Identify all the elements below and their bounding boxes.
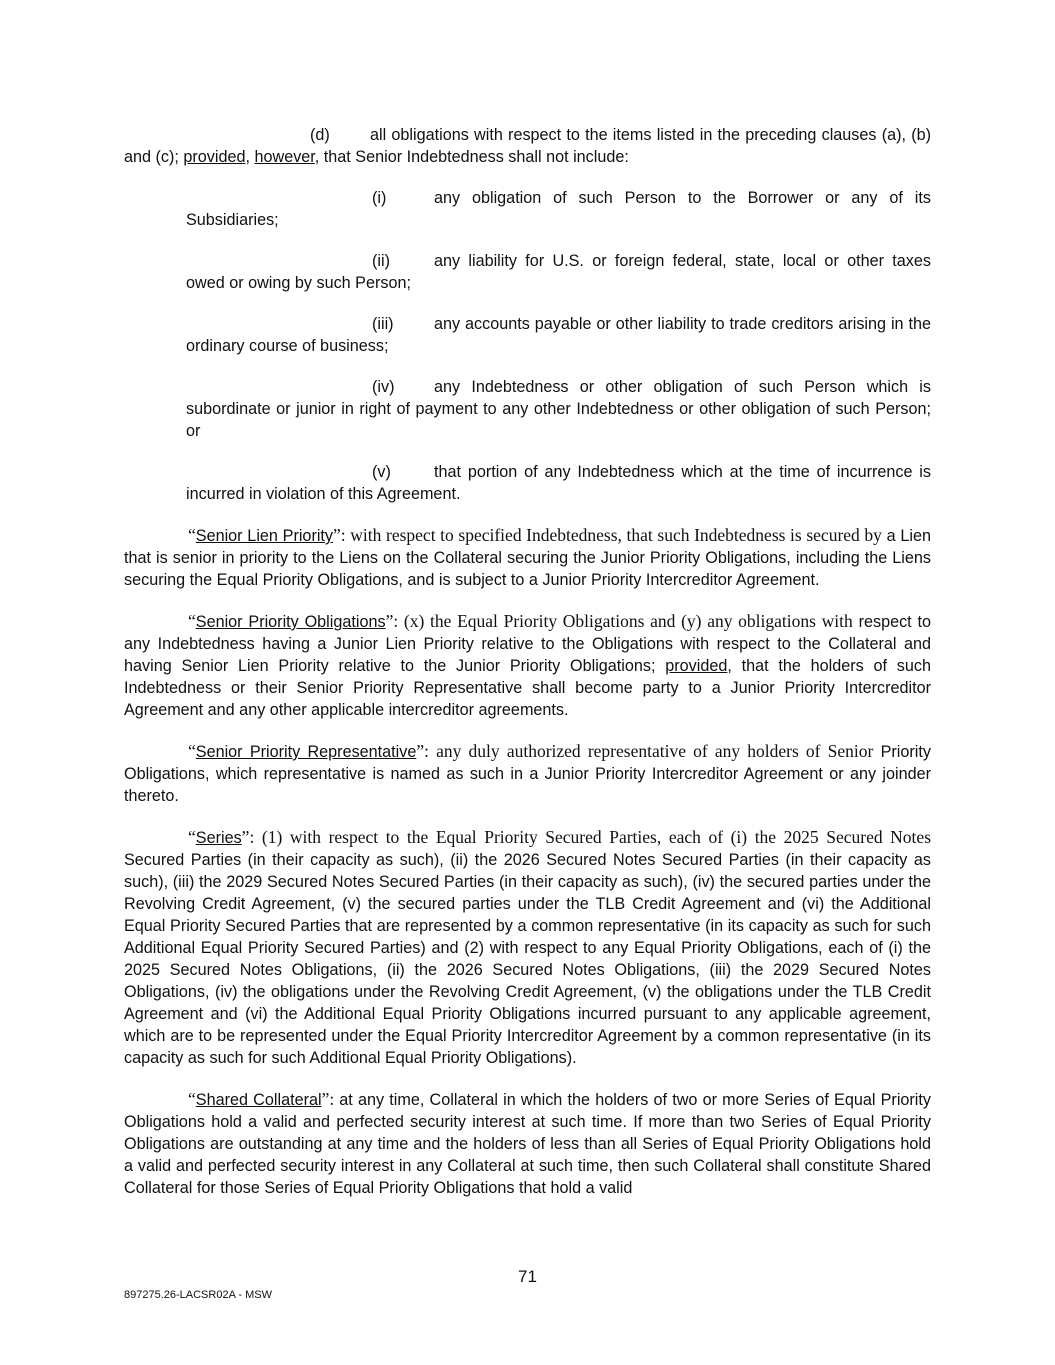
sub-item-v — [186, 461, 931, 505]
open-quote: “ — [188, 611, 196, 631]
clause-d-number: (d) — [310, 126, 330, 144]
close-quote: ”: — [321, 1089, 340, 1109]
however-term: however — [254, 148, 315, 166]
defined-term: Senior Lien Priority — [195, 527, 334, 545]
sub-item-number: (iii) — [372, 315, 394, 333]
open-quote: “ — [188, 525, 196, 545]
definition-senior-priority-representative — [124, 740, 931, 807]
sub-item-text: any Indebtedness or other obligation of such Person which is subordinate or junior in right of payment to any other Indebtedness or other obligation of such Person; or — [186, 378, 931, 440]
close-quote: ”: — [385, 611, 404, 631]
document-id: 897275.26-LACSR02A - MSW — [124, 1289, 272, 1301]
definition-serif-text: with respect to specified Indebtedness, that such Indebtedness is secured by — [350, 525, 882, 545]
clause-d-text: all obligations with respect to the items listed in the preceding clauses (a), (b) and (c); — [124, 126, 931, 166]
page-number: 71 — [518, 1267, 537, 1286]
clause-d — [124, 124, 931, 168]
provided-term: provided — [183, 148, 246, 166]
defined-term: Senior Priority Obligations — [195, 613, 386, 631]
definition-text: Priority Obligations, which representative is named as such in a Junior Priority Intercreditor Agreement or any joinder thereto. — [124, 743, 931, 805]
clause-d-comma: , — [245, 148, 255, 166]
page-body — [124, 124, 931, 1199]
defined-term: Shared Collateral — [195, 1091, 322, 1109]
sub-item-number: (iv) — [372, 378, 395, 396]
sub-item-ii — [186, 250, 931, 294]
definition-shared-collateral — [124, 1088, 931, 1199]
sub-item-i — [186, 187, 931, 231]
definition-series — [124, 826, 931, 1069]
provided-term: provided — [665, 657, 728, 675]
definition-serif-text: (x) the Equal Priority Obligations and (y) any obligations with — [403, 611, 853, 631]
sub-item-number: (v) — [372, 463, 391, 481]
close-quote: ”: — [241, 827, 262, 847]
definition-serif-text: any duly authorized representative of any holders of Senior — [436, 741, 874, 761]
definition-text: at any time, Collateral in which the holders of two or more Series of Equal Priority Obligations hold a valid and perfected security interest at such time. If more than two Series of Equal Priority Obligations are outstanding at any time and the holders of less than all Series of Equal Priority Obligations hold a valid and perfected security interest in any Collateral at such time, then such Collateral shall constitute Shared Collateral for those Series of Equal Priority Obligations that hold a valid — [124, 1091, 931, 1197]
open-quote: “ — [188, 741, 196, 761]
definition-senior-priority-obligations — [124, 610, 931, 721]
sub-item-number: (ii) — [372, 252, 390, 270]
close-quote: ”: — [333, 525, 351, 545]
definition-serif-text: (1) with respect to the Equal Priority Secured Parties, each of (i) the 2025 Secured Notes — [261, 827, 931, 847]
defined-term: Senior Priority Representative — [195, 743, 417, 761]
close-quote: ”: — [416, 741, 437, 761]
clause-d-tail: , that Senior Indebtedness shall not include: — [314, 148, 629, 166]
definition-text-tail: , that the holders of such Indebtedness or their Senior Priority Representative shall become party to a Junior Priority Intercreditor Agreement and any other applicable intercreditor agreements. — [124, 657, 931, 719]
open-quote: “ — [188, 827, 196, 847]
definition-text: respect to any Indebtedness having a Junior Lien Priority relative to the Obligations with respect to the Collateral and having Senior Lien Priority relative to the Junior Priority Obligations; — [124, 613, 931, 675]
sub-item-text: that portion of any Indebtedness which at the time of incurrence is incurred in violation of this Agreement. — [186, 463, 931, 503]
sub-item-text: any liability for U.S. or foreign federal, state, local or other taxes owed or owing by such Person; — [186, 252, 931, 292]
sub-item-text: any accounts payable or other liability to trade creditors arising in the ordinary course of business; — [186, 315, 931, 355]
sub-item-text: any obligation of such Person to the Borrower or any of its Subsidiaries; — [186, 189, 931, 229]
open-quote: “ — [188, 1089, 196, 1109]
definition-text: Secured Parties (in their capacity as such), (ii) the 2026 Secured Notes Secured Parties (in their capacity as such), (iii) the 2029 Secured Notes Secured Parties (in their capacity as such), (iv) the secured parties under the Revolving Credit Agreement, (v) the secured parties under the TLB Credit Agreement and (vi) the Additional Equal Priority Secured Parties that are represented by a common representative (in its capacity as such for such Additional Equal Priority Secured Parties) and (2) with respect to any Equal Priority Obligations, each of (i) the 2025 Secured Notes Obligations, (ii) the 2026 Secured Notes Obligations, (iii) the 2029 Secured Notes Obligations, (iv) the obligations under the Revolving Credit Agreement, (v) the obligations under the TLB Credit Agreement and (vi) the Additional Equal Priority Obligations incurred pursuant to any applicable agreement, which are to be represented under the Equal Priority Intercreditor Agreement by a common representative (in its capacity as such for such Additional Equal Priority Obligations). — [124, 851, 931, 1067]
sub-item-number: (i) — [372, 189, 387, 207]
definition-senior-lien-priority — [124, 524, 931, 591]
sub-item-iii — [186, 313, 931, 357]
sub-item-iv — [186, 376, 931, 442]
defined-term: Series — [195, 829, 242, 847]
definition-text: a Lien that is senior in priority to the Liens on the Collateral securing the Junior Priority Obligations, including the Liens securing the Equal Priority Obligations, and is subject to a Junior Priority Intercreditor Agreement. — [124, 527, 931, 589]
